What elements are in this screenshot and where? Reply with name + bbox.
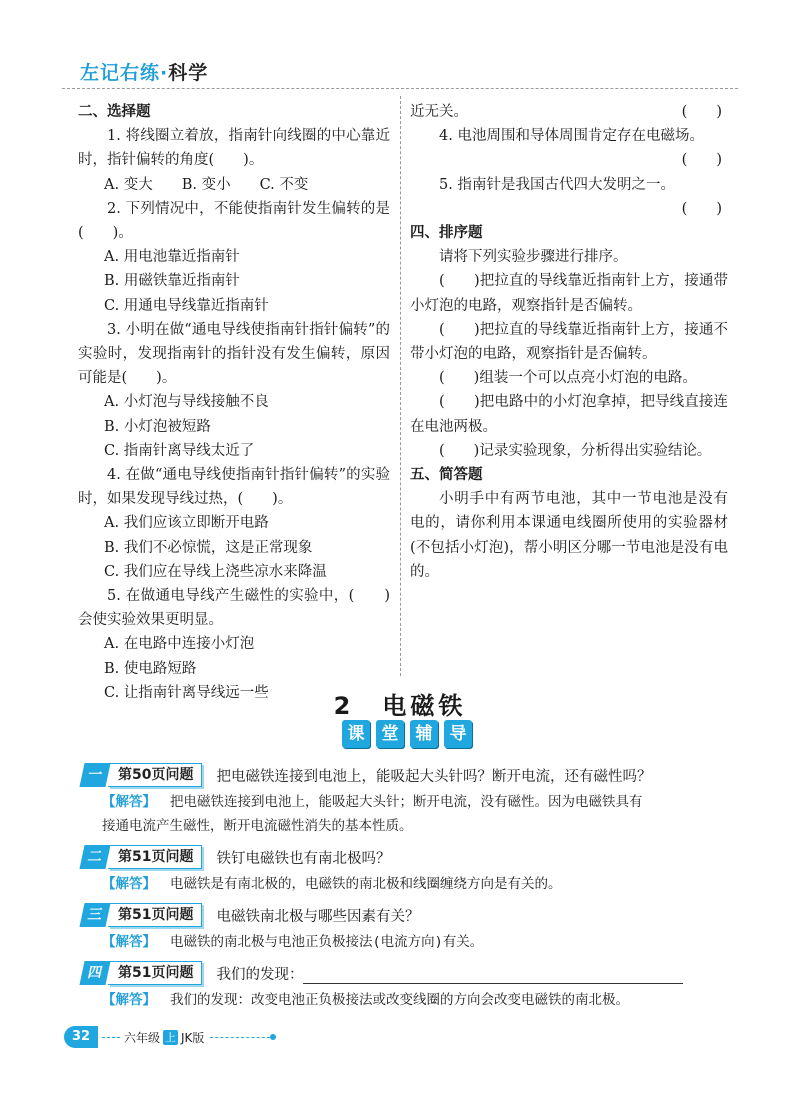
- left-column: [78, 100, 390, 705]
- question-5-option-a: A. 在电路中连接小灯泡: [104, 636, 255, 653]
- qa-question: 铁钉电磁铁也有南北极吗？: [216, 850, 391, 867]
- qa-page-label: 第51页问题: [108, 903, 202, 927]
- qa-question: [216, 963, 683, 984]
- qa-page-label: 第50页问题: [108, 763, 202, 787]
- qa-page-label: 第51页问题: [108, 961, 202, 985]
- question-5: 5. 在做通电导线产生磁性的实验中，( )会使实验效果更明显。: [78, 588, 390, 629]
- order-step-2: ( )把拉直的导线靠近指南针上方，接通不带小灯泡的电路，观察指针是否偏转。: [410, 321, 728, 363]
- question-3-option-c: C. 指南针离导线太近了: [104, 442, 255, 459]
- answer-text: 把电磁铁连接到电池上，能吸起大头针；断开电流，没有磁性。因为电磁铁具有: [170, 794, 643, 810]
- question-4-option-b: B. 我们不必惊慌，这是正常现象: [104, 539, 313, 556]
- qa-tag: [82, 903, 202, 927]
- qa-number: 三: [79, 903, 110, 927]
- answer-paren: ( ): [681, 104, 722, 120]
- footer-dot: [270, 1034, 276, 1040]
- subject-name: 科学: [168, 62, 209, 84]
- order-step-5: ( )记录实验现象，分析得出实验结论。: [439, 442, 712, 459]
- question-4-option-c: C. 我们应在导线上浇些凉水来降温: [104, 563, 327, 580]
- qa-question: 把电磁铁连接到电池上，能吸起大头针吗？断开电流，还有磁性吗？: [216, 768, 652, 785]
- question-3-option-a: A. 小灯泡与导线接触不良: [104, 394, 269, 411]
- qa-block-4: [82, 958, 742, 1012]
- question-4-option-a: A. 我们应该立即断开电路: [104, 515, 269, 532]
- qa-question-text: 我们的发现：: [216, 966, 304, 983]
- grade-label: 六年级: [124, 1030, 161, 1045]
- question-2-option-a: A. 用电池靠近指南针: [104, 249, 240, 266]
- question-2: 2. 下列情况中，不能使指南针发生偏转的是( )。: [78, 200, 390, 242]
- order-step-4: ( )把电路中的小灯泡拿掉，把导线直接连在电池两极。: [410, 394, 728, 435]
- footer-tail-line: [210, 1037, 270, 1038]
- qa-page-label: 第51页问题: [108, 845, 202, 869]
- qa-number: 四: [79, 961, 110, 985]
- question-3-option-b: B. 小灯泡被短路: [104, 418, 211, 435]
- answer-tag: 【解答】: [102, 876, 156, 892]
- qa-number: 一: [79, 763, 110, 787]
- banner-char: 堂: [376, 720, 404, 748]
- answer-text: 电磁铁是有南北极的，电磁铁的南北极和线圈缠绕方向是有关的。: [170, 876, 562, 892]
- question-5-option-c: C. 让指南针离导线远一些: [104, 684, 269, 701]
- column-divider: [400, 96, 401, 676]
- chapter-title: 2 电磁铁: [333, 692, 467, 720]
- tf-3-text: 近无关。: [410, 104, 468, 120]
- answer-tag: 【解答】: [102, 794, 156, 810]
- section-choice-title: 二、选择题: [78, 104, 151, 120]
- brand-name: 左记右练: [80, 62, 161, 84]
- qa-answer: [82, 790, 742, 814]
- qa-answer: [82, 930, 742, 954]
- tf-4-text: 4. 电池周围和导体周围肯定存在电磁场。: [439, 128, 704, 145]
- answer-paren: ( ): [681, 200, 722, 217]
- qa-tag: [82, 845, 202, 869]
- qa-tag: [82, 763, 202, 787]
- banner-char: 课: [342, 720, 370, 748]
- banner-char: 导: [444, 720, 472, 748]
- question-2-option-b: B. 用磁铁靠近指南针: [104, 273, 240, 290]
- tf-3-continuation: [410, 100, 728, 124]
- order-intro: 请将下列实验步骤进行排序。: [439, 249, 628, 266]
- answer-tag: 【解答】: [102, 934, 156, 950]
- section-short-answer-title: 五、简答题: [410, 467, 483, 484]
- question-2-option-c: C. 用通电导线靠近指南针: [104, 297, 269, 314]
- banner-char: 辅: [410, 720, 438, 748]
- short-answer-question: 小明手中有两节电池，其中一节电池是没有电的，请你利用本课通电线圈所使用的实验器材(不包括小灯泡)，帮小明区分哪一节电池是没有电的。: [410, 491, 728, 580]
- answer-text: 电磁铁的南北极与电池正负极接法(电流方向)有关。: [170, 934, 484, 950]
- answer-paren: ( ): [681, 152, 722, 169]
- question-1: 1. 将线圈立着放，指南针向线圈的中心靠近时，指针偏转的角度( )。: [78, 128, 390, 169]
- answer-line[interactable]: [303, 966, 683, 984]
- page-footer: [64, 1026, 276, 1048]
- qa-question: 电磁铁南北极与哪些因素有关？: [216, 908, 420, 925]
- order-step-3: ( )组装一个可以点亮小灯泡的电路。: [439, 370, 697, 387]
- answer-text-continued: 接通电流产生磁性，断开电流磁性消失的基本性质。: [102, 818, 413, 834]
- answer-text: 我们的发现：改变电池正负极接法或改变线圈的方向会改变电磁铁的南北极。: [170, 992, 629, 1008]
- qa-answer: [82, 988, 742, 1012]
- class-guide-banner: [342, 720, 472, 748]
- tf-5-text: 5. 指南针是我国古代四大发明之一。: [439, 176, 675, 193]
- qa-block-2: [82, 842, 742, 896]
- question-3: 3. 小明在做“通电导线使指南针指针偏转”的实验时，发现指南针的指针没有发生偏转，原因可能是( )。: [78, 321, 390, 387]
- volume-badge: 上: [165, 1030, 177, 1044]
- qa-block-3: [82, 900, 742, 954]
- question-1-options: A. 变大 B. 变小 C. 不变: [104, 176, 309, 193]
- order-step-1: ( )把拉直的导线靠近指南针上方，接通带小灯泡的电路，观察指针是否偏转。: [410, 273, 728, 314]
- answer-tag: 【解答】: [102, 992, 156, 1008]
- footer-line: [102, 1037, 120, 1038]
- page-number: 32: [64, 1026, 98, 1048]
- qa-answer: [82, 872, 742, 896]
- header-rule: [62, 88, 738, 89]
- question-5-option-b: B. 使电路短路: [104, 660, 197, 677]
- header-brand: [80, 58, 208, 85]
- section-order-title: 四、排序题: [410, 225, 483, 242]
- question-4: 4. 在做“通电导线使指南针指针偏转”的实验时，如果发现导线过热，( )。: [78, 467, 390, 508]
- right-column: [410, 100, 728, 584]
- edition-label: JK版: [181, 1030, 205, 1045]
- qa-number: 二: [79, 845, 110, 869]
- brand-separator: ·: [160, 62, 169, 84]
- qa-tag: [82, 961, 202, 985]
- qa-block-1: [82, 760, 742, 838]
